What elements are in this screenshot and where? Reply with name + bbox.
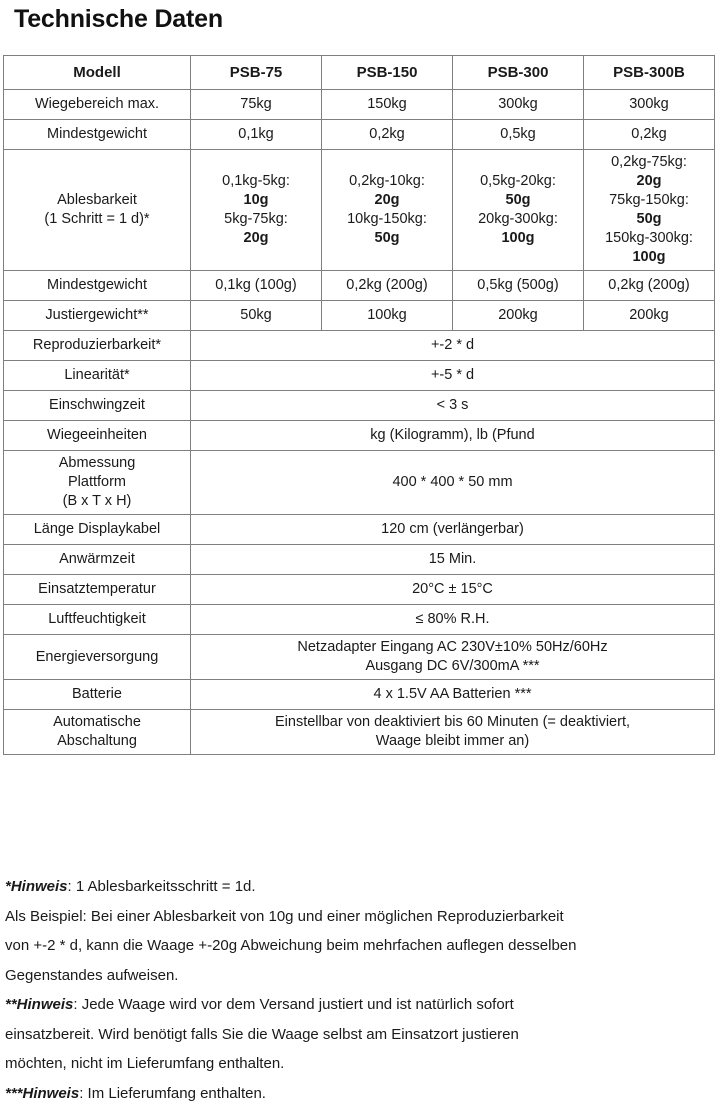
readability-step: 20g: [195, 229, 317, 248]
specifications-table-container: [3, 55, 714, 755]
readability-range: 10kg-150kg:: [326, 210, 448, 229]
footnote-2-text: : Jede Waage wird vor dem Versand justiert und ist natürlich sofort: [73, 996, 514, 1013]
row-value-readability: [322, 150, 453, 271]
row-value-line2: Ausgang DC 6V/300mA ***: [365, 658, 539, 674]
table-row: [4, 391, 715, 421]
row-label-line1: Ablesbarkeit: [57, 192, 137, 208]
table-row-readability: [4, 150, 715, 271]
row-value: 300kg: [584, 90, 715, 120]
footnote-2-heading: [5, 990, 711, 1020]
readability-step: 50g: [326, 229, 448, 248]
table-row: [4, 120, 715, 150]
header-cell-model-3: PSB-300B: [584, 56, 715, 90]
row-value-merged: [191, 635, 715, 680]
row-value: 0,1kg: [191, 120, 322, 150]
row-value-readability: [584, 150, 715, 271]
row-value-merged: ≤ 80% R.H.: [191, 605, 715, 635]
row-label-line3: (B x T x H): [63, 493, 132, 509]
row-value: 150kg: [322, 90, 453, 120]
readability-step: 20g: [588, 172, 710, 191]
row-value: 200kg: [453, 301, 584, 331]
row-value-merged: 15 Min.: [191, 545, 715, 575]
row-value-merged: 20°C ± 15°C: [191, 575, 715, 605]
table-row: [4, 575, 715, 605]
row-value: 0,2kg (200g): [584, 271, 715, 301]
readability-range: 150kg-300kg:: [588, 229, 710, 248]
footnote-1-text: : 1 Ablesbarkeitsschritt = 1d.: [68, 878, 256, 895]
row-value-readability: [191, 150, 322, 271]
row-value: 0,5kg (500g): [453, 271, 584, 301]
footnote-1-heading: [5, 872, 711, 902]
table-row: [4, 515, 715, 545]
footnotes: [5, 872, 711, 1108]
header-cell-model-0: PSB-75: [191, 56, 322, 90]
row-label: [4, 710, 191, 755]
row-label: Reproduzierbarkeit*: [4, 331, 191, 361]
footnote-1-body-line-1: Als Beispiel: Bei einer Ablesbarkeit von 10g und einer möglichen Reproduzierbarkeit: [5, 902, 711, 932]
readability-range: 0,2kg-10kg:: [326, 172, 448, 191]
readability-range: 0,1kg-5kg:: [195, 172, 317, 191]
row-value: 50kg: [191, 301, 322, 331]
row-value-merged: 120 cm (verlängerbar): [191, 515, 715, 545]
table-row: [4, 710, 715, 755]
table-row: [4, 301, 715, 331]
table-row: [4, 680, 715, 710]
readability-range: 20kg-300kg:: [457, 210, 579, 229]
row-value-merged: 400 * 400 * 50 mm: [191, 451, 715, 515]
readability-range: 75kg-150kg:: [588, 191, 710, 210]
row-label: Einschwingzeit: [4, 391, 191, 421]
readability-range: 5kg-75kg:: [195, 210, 317, 229]
header-cell-model-2: PSB-300: [453, 56, 584, 90]
readability-step: 50g: [457, 191, 579, 210]
table-row: [4, 635, 715, 680]
row-value-line2: Waage bleibt immer an): [376, 733, 529, 749]
footnote-1-tag: *Hinweis: [5, 878, 68, 895]
footnote-1-body-line-2: von +-2 * d, kann die Waage +-20g Abweichung beim mehrfachen auflegen desselben: [5, 931, 711, 961]
row-label: Batterie: [4, 680, 191, 710]
row-label: Länge Displaykabel: [4, 515, 191, 545]
row-label: [4, 150, 191, 271]
row-value-merged: kg (Kilogramm), lb (Pfund: [191, 421, 715, 451]
table-row: [4, 271, 715, 301]
readability-step: 100g: [457, 229, 579, 248]
row-label: Wiegebereich max.: [4, 90, 191, 120]
row-label: [4, 451, 191, 515]
row-label-line1: Automatische: [53, 714, 141, 730]
row-value: 75kg: [191, 90, 322, 120]
row-label-line2: Plattform: [68, 474, 126, 490]
row-label: Wiegeeinheiten: [4, 421, 191, 451]
header-cell-model-1: PSB-150: [322, 56, 453, 90]
table-row: [4, 421, 715, 451]
readability-step: 20g: [326, 191, 448, 210]
row-value: 0,5kg: [453, 120, 584, 150]
footnote-3-heading: [5, 1079, 711, 1108]
table-row: [4, 331, 715, 361]
row-value: 100kg: [322, 301, 453, 331]
row-value-merged: [191, 710, 715, 755]
specifications-table: [3, 55, 715, 755]
row-value-line1: Netzadapter Eingang AC 230V±10% 50Hz/60Hz: [297, 639, 607, 655]
row-label: Mindestgewicht: [4, 120, 191, 150]
row-value: 0,1kg (100g): [191, 271, 322, 301]
header-cell-label: Modell: [4, 56, 191, 90]
row-value: 0,2kg (200g): [322, 271, 453, 301]
footnote-2-body-line-2: möchten, nicht im Lieferumfang enthalten.: [5, 1049, 711, 1079]
row-label: Mindestgewicht: [4, 271, 191, 301]
readability-step: 100g: [588, 248, 710, 267]
table-row: [4, 90, 715, 120]
row-value-merged: 4 x 1.5V AA Batterien ***: [191, 680, 715, 710]
table-row: [4, 605, 715, 635]
row-label: Justiergewicht**: [4, 301, 191, 331]
table-row: [4, 451, 715, 515]
readability-step: 10g: [195, 191, 317, 210]
readability-step: 50g: [588, 210, 710, 229]
row-label: Einsatztemperatur: [4, 575, 191, 605]
readability-range: 0,5kg-20kg:: [457, 172, 579, 191]
row-label: Energieversorgung: [4, 635, 191, 680]
row-value: 0,2kg: [322, 120, 453, 150]
row-label: Luftfeuchtigkeit: [4, 605, 191, 635]
table-row: [4, 545, 715, 575]
row-label-line2: Abschaltung: [57, 733, 137, 749]
footnote-3-tag: ***Hinweis: [5, 1085, 79, 1102]
footnote-2-tag: **Hinweis: [5, 996, 73, 1013]
footnote-1-body-line-3: Gegenstandes aufweisen.: [5, 961, 711, 991]
row-value-merged: < 3 s: [191, 391, 715, 421]
footnote-3-text: : Im Lieferumfang enthalten.: [79, 1085, 266, 1102]
row-label-line2: (1 Schritt = 1 d)*: [44, 211, 149, 227]
row-value-line1: Einstellbar von deaktiviert bis 60 Minuten (= deaktiviert,: [275, 714, 630, 730]
row-label: Linearität*: [4, 361, 191, 391]
footnote-2-body-line-1: einsatzbereit. Wird benötigt falls Sie die Waage selbst am Einsatzort justieren: [5, 1020, 711, 1050]
table-row: [4, 361, 715, 391]
row-label-line1: Abmessung: [59, 455, 136, 471]
row-value-merged: +-2 * d: [191, 331, 715, 361]
row-label: Anwärmzeit: [4, 545, 191, 575]
readability-range: 0,2kg-75kg:: [588, 153, 710, 172]
row-value-merged: +-5 * d: [191, 361, 715, 391]
row-value: 300kg: [453, 90, 584, 120]
row-value: 0,2kg: [584, 120, 715, 150]
table-header-row: [4, 56, 715, 90]
page-title: Technische Daten: [14, 2, 223, 36]
row-value: 200kg: [584, 301, 715, 331]
row-value-readability: [453, 150, 584, 271]
